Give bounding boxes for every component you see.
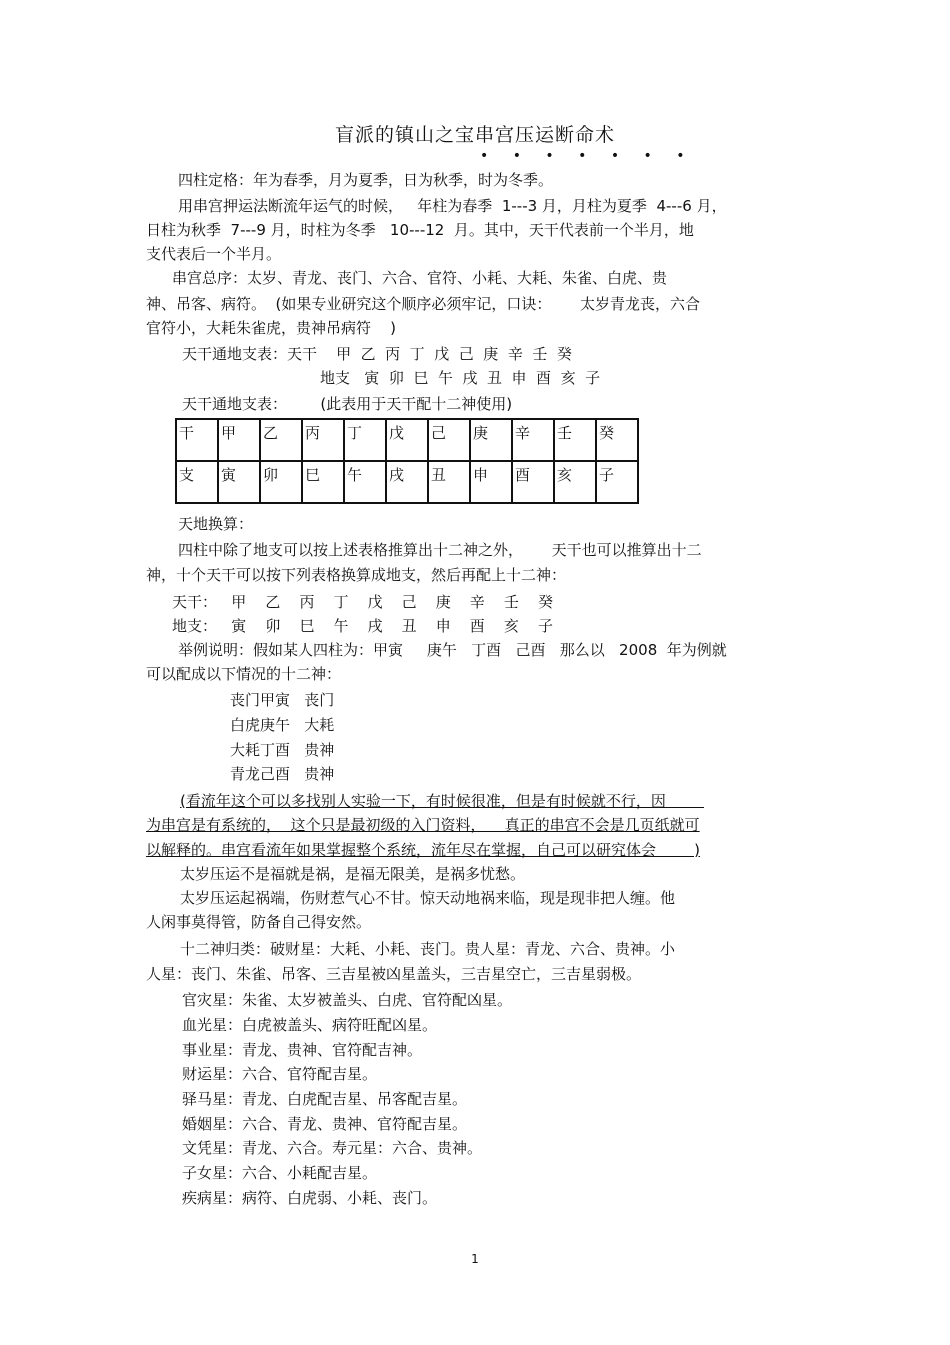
page-number: 1 (471, 1252, 479, 1266)
table-cell: 亥 (554, 461, 596, 503)
paragraph-chuan-1: 串宫总序：太岁、青龙、丧门、六合、官符、小耗、大耗、朱雀、白虎、贵 (172, 269, 668, 287)
guilei-line-1: 十二神归类：破财星：大耗、小耗、丧门。贵人星：青龙、六合、贵神。小 (180, 940, 676, 958)
note-line-2: 为串宫是有系统的， 这个只是最初级的入门资料， 真正的串宫不会是几页纸就可 (146, 816, 700, 834)
table-cell: 申 (470, 461, 512, 503)
table-cell: 丁 (344, 419, 386, 461)
list-item: 白虎庚午 大耗 (230, 716, 335, 734)
table-cell: 午 (344, 461, 386, 503)
table-cell: 丑 (428, 461, 470, 503)
table-row (176, 461, 638, 503)
paragraph-sizhu2-1: 四柱中除了地支可以按上述表格推算出十二神之外， 天干也可以推算出十二 (178, 541, 702, 559)
table-row (176, 419, 638, 461)
table-cell: 酉 (512, 461, 554, 503)
table-cell: 癸 (596, 419, 638, 461)
tiangan-line: 天干： 甲 乙 丙 丁 戊 己 庚 辛 壬 癸 (172, 593, 553, 611)
paragraph-sizhu: 四柱定格：年为春季，月为夏季，日为秋季，时为冬季。 (178, 171, 554, 189)
tong-table-label: 天干通地支表：天干 甲 乙 丙 丁 戊 己 庚 辛 壬 癸 (182, 345, 572, 363)
paragraph-yong-1: 用串宫押运法断流年运气的时候， 年柱为春季 1---3 月，月柱为夏季 4---6 月， (178, 197, 727, 215)
example-line-2: 可以配成以下情况的十二神： (146, 665, 342, 683)
table-cell: 辛 (512, 419, 554, 461)
table-cell: 支 (176, 461, 218, 503)
table-cell: 干 (176, 419, 218, 461)
list-item: 青龙己酉 贵神 (230, 765, 335, 783)
guilei-line-2: 人星：丧门、朱雀、吊客、三吉星被凶星盖头，三吉星空亡，三吉星弱极。 (146, 965, 642, 983)
paragraph-chuan-3: 官符小，大耗朱雀虎，贵神吊病符 ) (146, 319, 396, 337)
star-line: 子女星：六合、小耗配吉星。 (182, 1164, 378, 1182)
star-line: 文凭星：青龙、六合。寿元星：六合、贵神。 (182, 1139, 483, 1157)
page-title: 盲派的镇山之宝串宫压运断命术 (334, 124, 615, 146)
table-cell: 戊 (386, 419, 428, 461)
tiandi-heading: 天地换算： (178, 515, 254, 533)
paragraph-yong-3: 支代表后一个半月。 (146, 245, 282, 263)
dizhi-line: 地支： 寅 卯 巳 午 戌 丑 申 酉 亥 子 (172, 617, 553, 635)
table-cell: 庚 (470, 419, 512, 461)
taisui-line-3: 人闲事莫得管，防备自己得安然。 (146, 913, 372, 931)
star-line: 婚姻星：六合、青龙、贵神、官符配吉星。 (182, 1115, 468, 1133)
table-cell: 甲 (218, 419, 260, 461)
table-cell: 乙 (260, 419, 302, 461)
paragraph-sizhu2-2: 神，十个天干可以按下列表格换算成地支，然后再配上十二神： (146, 566, 567, 584)
star-line: 财运星：六合、官符配吉星。 (182, 1065, 378, 1083)
table-cell: 壬 (554, 419, 596, 461)
table-cell: 卯 (260, 461, 302, 503)
table-cell: 巳 (302, 461, 344, 503)
note-line-1: (看流年这个可以多找别人实验一下，有时候很准，但是有时候就不行，因 (180, 792, 704, 810)
table-cell: 子 (596, 461, 638, 503)
emphasis-dots: • • • • • • • (480, 148, 695, 164)
note-line-3: 以解释的。串宫看流年如果掌握整个系统，流年尽在掌握，自己可以研究体会 ) (146, 841, 701, 859)
star-line: 疾病星：病符、白虎弱、小耗、丧门。 (182, 1189, 438, 1207)
paragraph-yong-2: 日柱为秋季 7---9 月，时柱为冬季 10---12 月。其中，天干代表前一个半月，地 (146, 221, 694, 239)
taisui-line-2: 太岁压运起祸端，伤财惹气心不甘。惊天动地祸来临，现是现非把人缠。他 (180, 889, 676, 907)
taisui-line-1: 太岁压运不是福就是祸，是福无限美，是祸多忧愁。 (180, 865, 526, 883)
star-line: 驿马星：青龙、白虎配吉星、吊客配吉星。 (182, 1090, 468, 1108)
table-cell: 寅 (218, 461, 260, 503)
table-cell: 丙 (302, 419, 344, 461)
gan-zhi-table (175, 418, 639, 504)
table-cell: 戌 (386, 461, 428, 503)
table-cell: 己 (428, 419, 470, 461)
tong-table-label-2: 天干通地支表： (此表用于天干配十二神使用) (182, 395, 513, 413)
example-line-1: 举例说明：假如某人四柱为：甲寅 庚午 丁酉 己酉 那么以 2008 年为例就 (178, 641, 727, 659)
tong-table-row2: 地支 寅 卯 巳 午 戌 丑 申 酉 亥 子 (320, 369, 601, 387)
star-line: 官灾星：朱雀、太岁被盖头、白虎、官符配凶星。 (182, 991, 513, 1009)
list-item: 大耗丁酉 贵神 (230, 741, 335, 759)
star-line: 事业星：青龙、贵神、官符配吉神。 (182, 1041, 423, 1059)
star-line: 血光星：白虎被盖头、病符旺配凶星。 (182, 1016, 438, 1034)
paragraph-chuan-2: 神、吊客、病符。 (如果专业研究这个顺序必须牢记，口诀： 太岁青龙丧，六合 (146, 295, 701, 313)
list-item: 丧门甲寅 丧门 (230, 691, 335, 709)
